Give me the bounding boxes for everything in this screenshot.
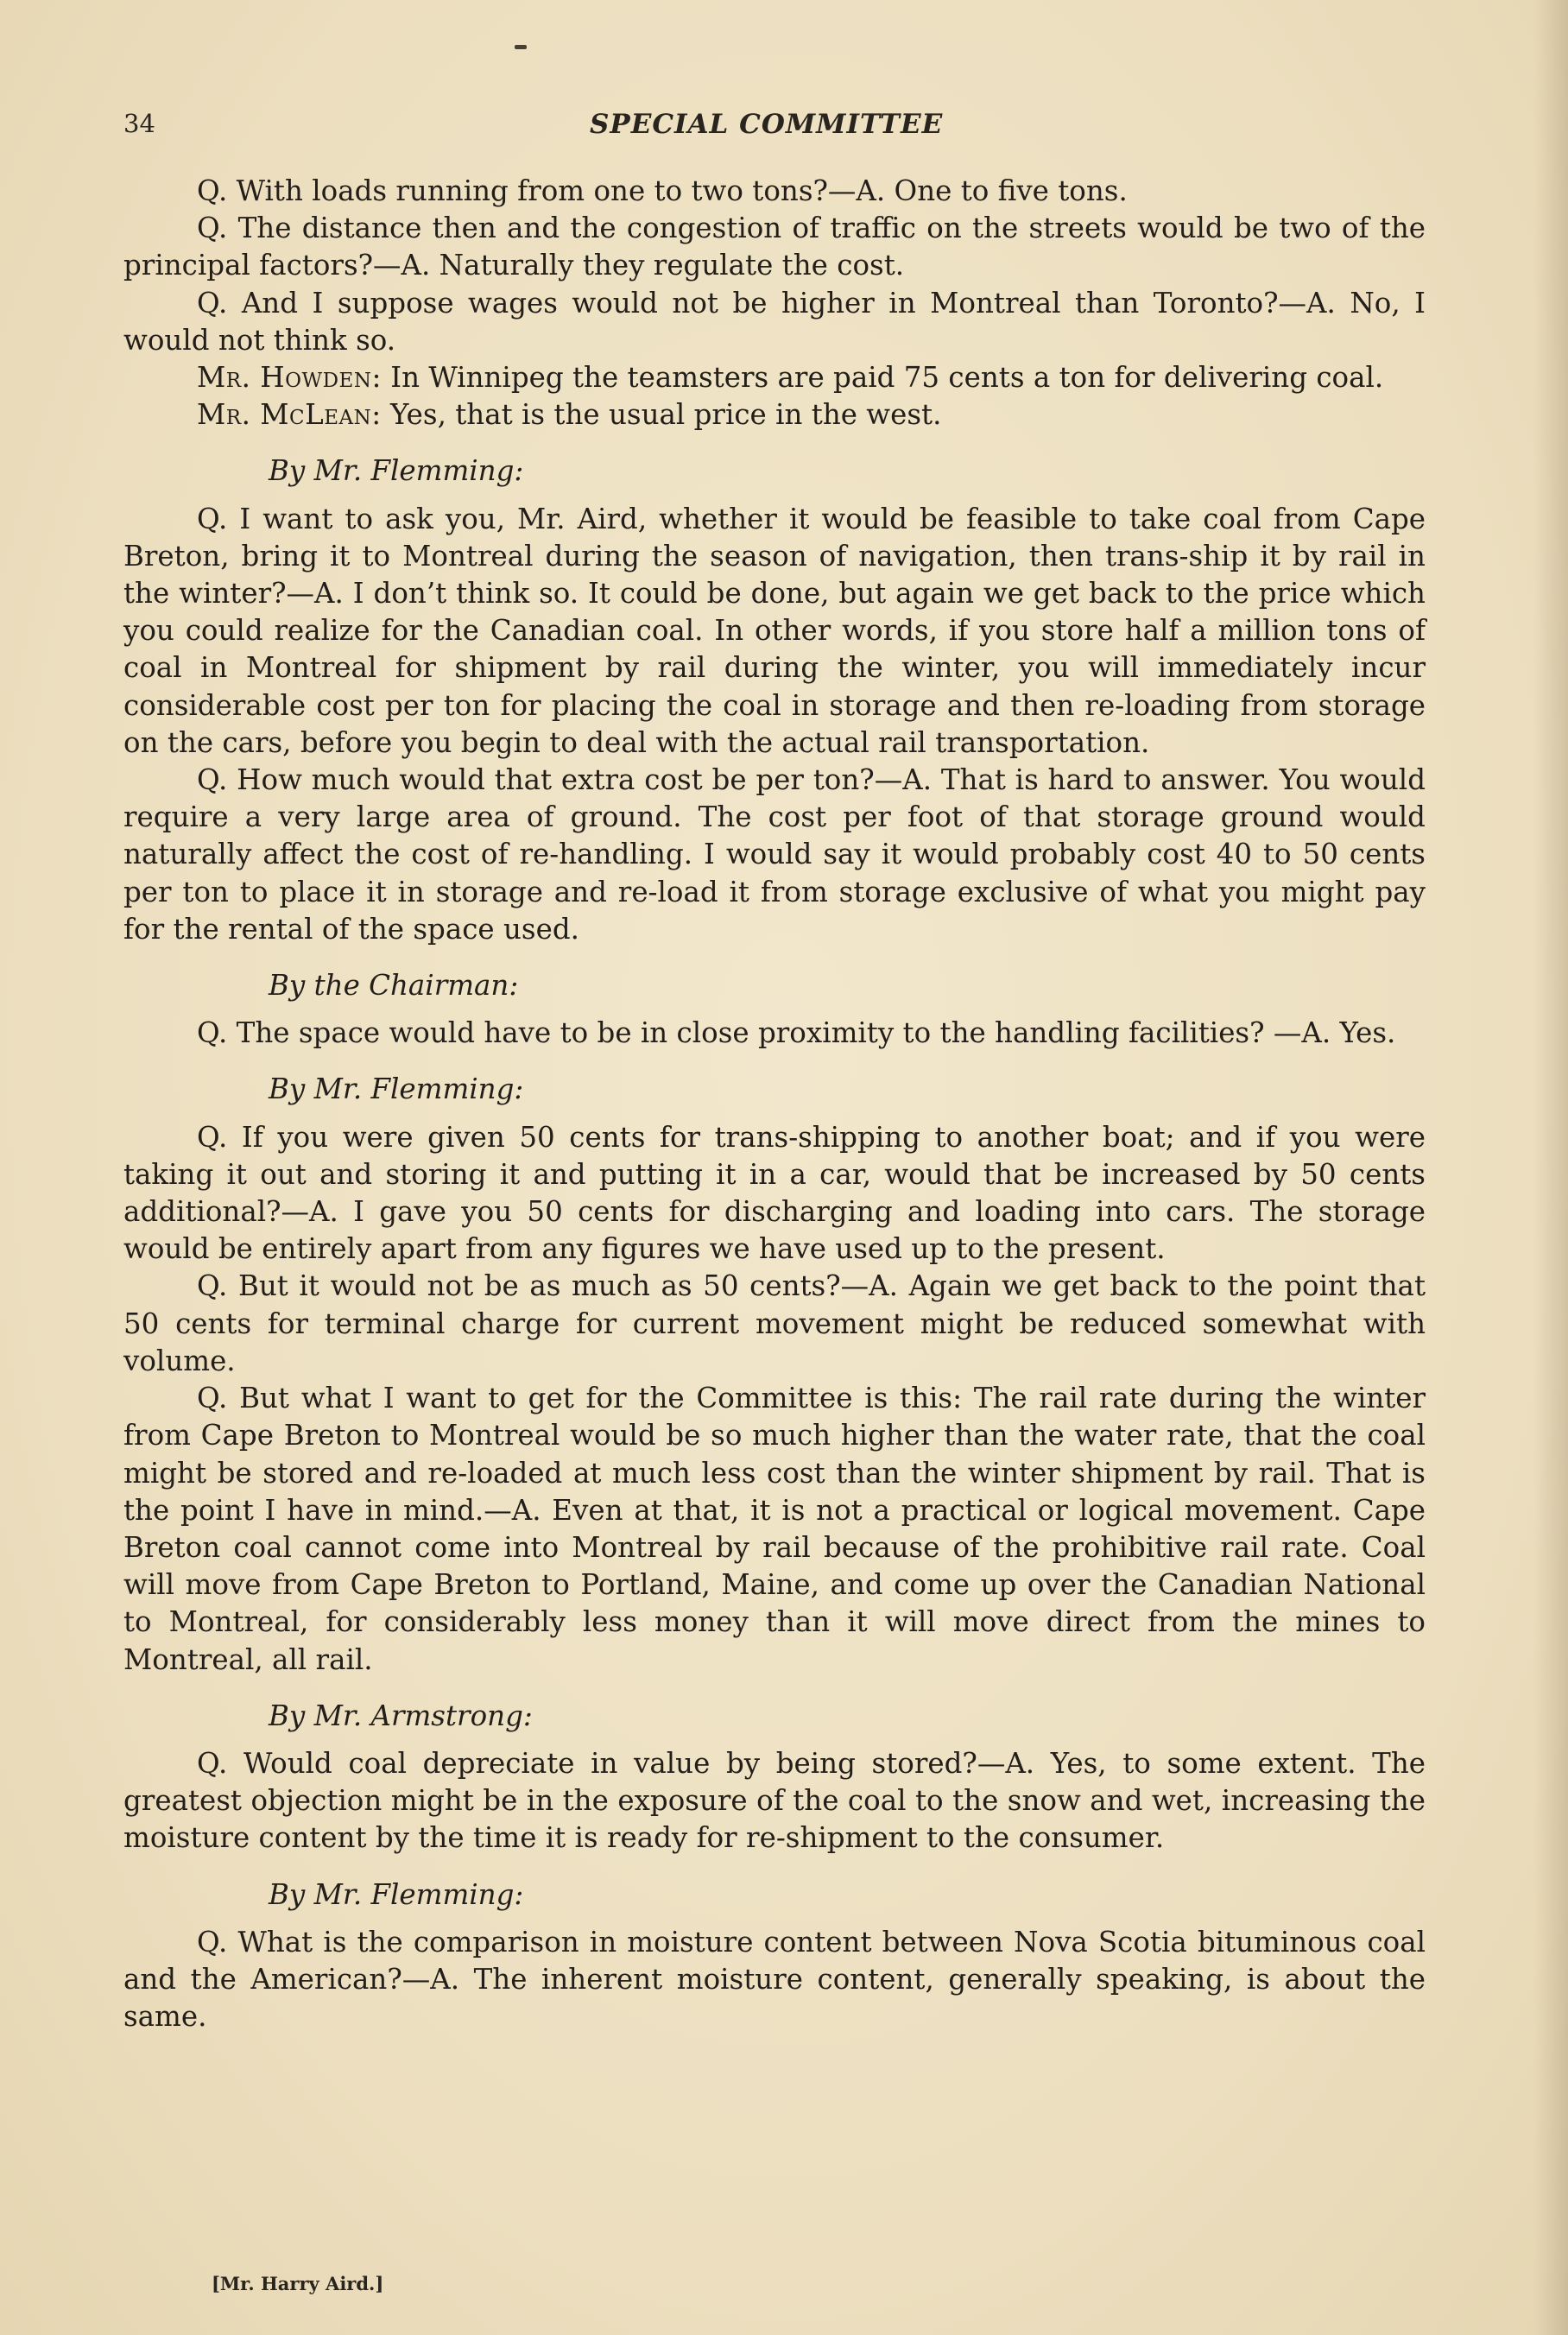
printer-mark	[515, 45, 527, 49]
speaker-name: Mr. McLean:	[197, 398, 382, 432]
examiner-heading: By Mr. Armstrong:	[269, 1699, 533, 1732]
paragraph: Q. But it would not be as much as 50 cents?—A. Again we get back to the point that 50 cents for terminal charge for current movement might be reduced somewhat with volume.	[123, 1269, 1426, 1377]
page-edge-shadow	[1533, 0, 1568, 2335]
paragraph: Q. With loads running from one to two tons?—A. One to five tons.	[197, 174, 1128, 207]
paragraph: Q. The distance then and the congestion of traffic on the streets would be two of the principal factors?—A. Naturally they regulate the cost.	[123, 212, 1426, 282]
page-number: 34	[123, 109, 155, 138]
page-header	[123, 109, 1426, 152]
examiner-heading: By the Chairman:	[269, 969, 519, 1003]
examiner-heading: By Mr. Flemming:	[269, 454, 524, 488]
paragraph: Q. But what I want to get for the Committee is this: The rail rate during the winter from Cape Breton to Montreal would be so much higher than the water rate, that the coal might be stored and re-loaded at much less cost than the winter shipment by rail. That is the point I have in mind.—A. Even at that, it is not a practical or logical movement. Cape Breton coal cannot come into Montreal by rail because of the prohibitive rail rate. Coal will move from Cape Breton to Portland, Maine, and come up over the Canadian National to Montreal, for considerably less money than it will move direct from the mines to Montreal, all rail.	[123, 1382, 1426, 1676]
witness-footnote: [Mr. Harry Aird.]	[212, 2273, 384, 2294]
speaker-paragraph	[123, 359, 1426, 396]
running-head: SPECIAL COMMITTEE	[590, 109, 944, 140]
speaker-paragraph	[123, 396, 1426, 433]
page-body	[123, 173, 1426, 2035]
speaker-text: Yes, that is the usual price in the west.	[381, 398, 942, 432]
paragraph: Q. I want to ask you, Mr. Aird, whether it would be feasible to take coal from Cape Breton, bring it to Montreal during the season of navigation, then trans-ship it by rail in the winter?—A. I don’t think so. It could be done, but again we get back to the price which you could realize for the Canadian coal. In other words, if you store half a million tons of coal in Montreal for shipment by rail during the winter, you will immediately incur considerable cost per ton for placing the coal in storage and then re-loading from storage on the cars, before you begin to deal with the actual rail transportation.	[123, 502, 1426, 759]
speaker-text: In Winnipeg the teamsters are paid 75 cents a ton for delivering coal.	[381, 361, 1384, 395]
paragraph: Q. The space would have to be in close proximity to the handling facilities? —A. Yes.	[197, 1016, 1396, 1050]
examiner-heading: By Mr. Flemming:	[269, 1073, 524, 1106]
paragraph: Q. How much would that extra cost be per ton?—A. That is hard to answer. You would require a very large area of ground. The cost per foot of that storage ground would naturally affect the cost of re-handling. I would say it would probably cost 40 to 50 cents per ton to place it in storage and re-load it from storage exclusive of what you might pay for the rental of the space used.	[123, 763, 1426, 946]
speaker-name: Mr. Howden:	[197, 361, 382, 395]
paragraph: Q. And I suppose wages would not be higher in Montreal than Toronto?—A. No, I would not think so.	[123, 286, 1426, 357]
paragraph: Q. What is the comparison in moisture content between Nova Scotia bituminous coal and the American?—A. The inherent moisture content, generally speaking, is about the same.	[123, 1925, 1426, 2034]
paragraph: Q. If you were given 50 cents for trans-shipping to another boat; and if you were taking it out and storing it and putting it in a car, would that be increased by 50 cents additional?—A. I gave you 50 cents for discharging and loading into cars. The storage would be entirely apart from any figures we have used up to the present.	[123, 1120, 1426, 1266]
paragraph: Q. Would coal depreciate in value by being stored?—A. Yes, to some extent. The greatest objection might be in the exposure of the coal to the snow and wet, increasing the moisture content by the time it is ready for re-shipment to the consumer.	[123, 1746, 1426, 1855]
examiner-heading: By Mr. Flemming:	[269, 1877, 524, 1911]
